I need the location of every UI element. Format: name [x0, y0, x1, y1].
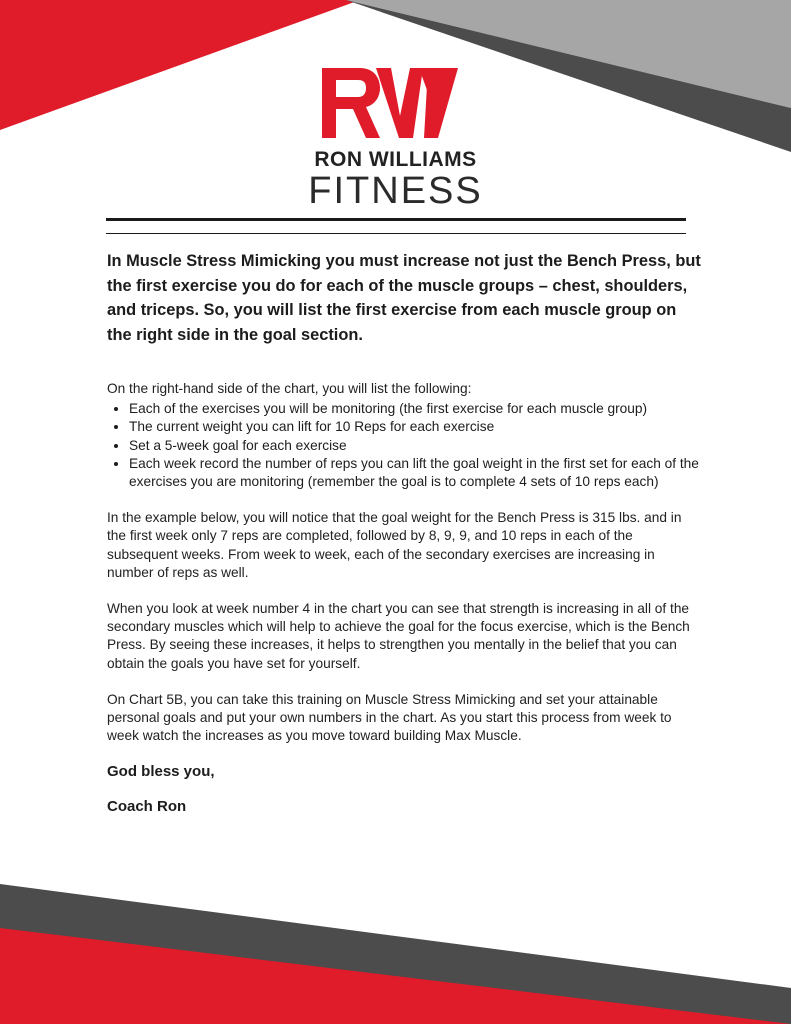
week-four-paragraph: When you look at week number 4 in the chart you can see that strength is increasing in all of the secondary muscles which will help to achieve the goal for the focus exercise, which is the Bench Press. By seeing these increases, it helps to strengthen you mentally in the belief that you can obtain the goals you have set for yourself.	[107, 601, 690, 671]
closing-line: God bless you,	[107, 763, 215, 781]
brand-logo	[0, 64, 791, 214]
chart-5b-paragraph: On Chart 5B, you can take this training on Muscle Stress Mimicking and set your attainable personal goals and put your own numbers in the chart. As you start this process from week to week watch the increases as you move toward building Max Muscle.	[107, 691, 672, 744]
rw-logo-icon	[320, 64, 460, 142]
signature: Coach Ron	[107, 798, 187, 816]
list-item: • Each of the exercises you will be monitoring (the first exercise for each muscle group)	[129, 400, 703, 418]
divider-thick	[106, 218, 686, 221]
instruction-list	[107, 400, 703, 491]
list-lead: On the right-hand side of the chart, you will list the following:	[107, 381, 472, 396]
brand-name: RON WILLIAMS	[314, 148, 477, 171]
intro-paragraph: In Muscle Stress Mimicking you must increase not just the Bench Press, but the first exercise you do for each of the muscle groups – chest, shoulders, and triceps. So, you will list the first exercise from each muscle group on the right side in the goal section.	[107, 252, 701, 344]
example-paragraph: In the example below, you will notice that the goal weight for the Bench Press is 315 lbs. and in the first week only 7 reps are completed, followed by 8, 9, 9, and 10 reps in each of the subsequent weeks. From week to week, each of the secondary exercises are increasing in number of reps as well.	[107, 510, 682, 580]
list-item: • Each week record the number of reps you can lift the goal weight in the first set for each of the exercises you are monitoring (remember the goal is to complete 4 sets of 10 reps each)	[129, 455, 703, 491]
divider-thin	[106, 233, 686, 234]
brand-subtitle: FITNESS	[308, 170, 483, 212]
document-body	[107, 249, 703, 815]
list-item: • Set a 5-week goal for each exercise	[129, 437, 703, 455]
list-item: • The current weight you can lift for 10 Reps for each exercise	[129, 418, 703, 436]
